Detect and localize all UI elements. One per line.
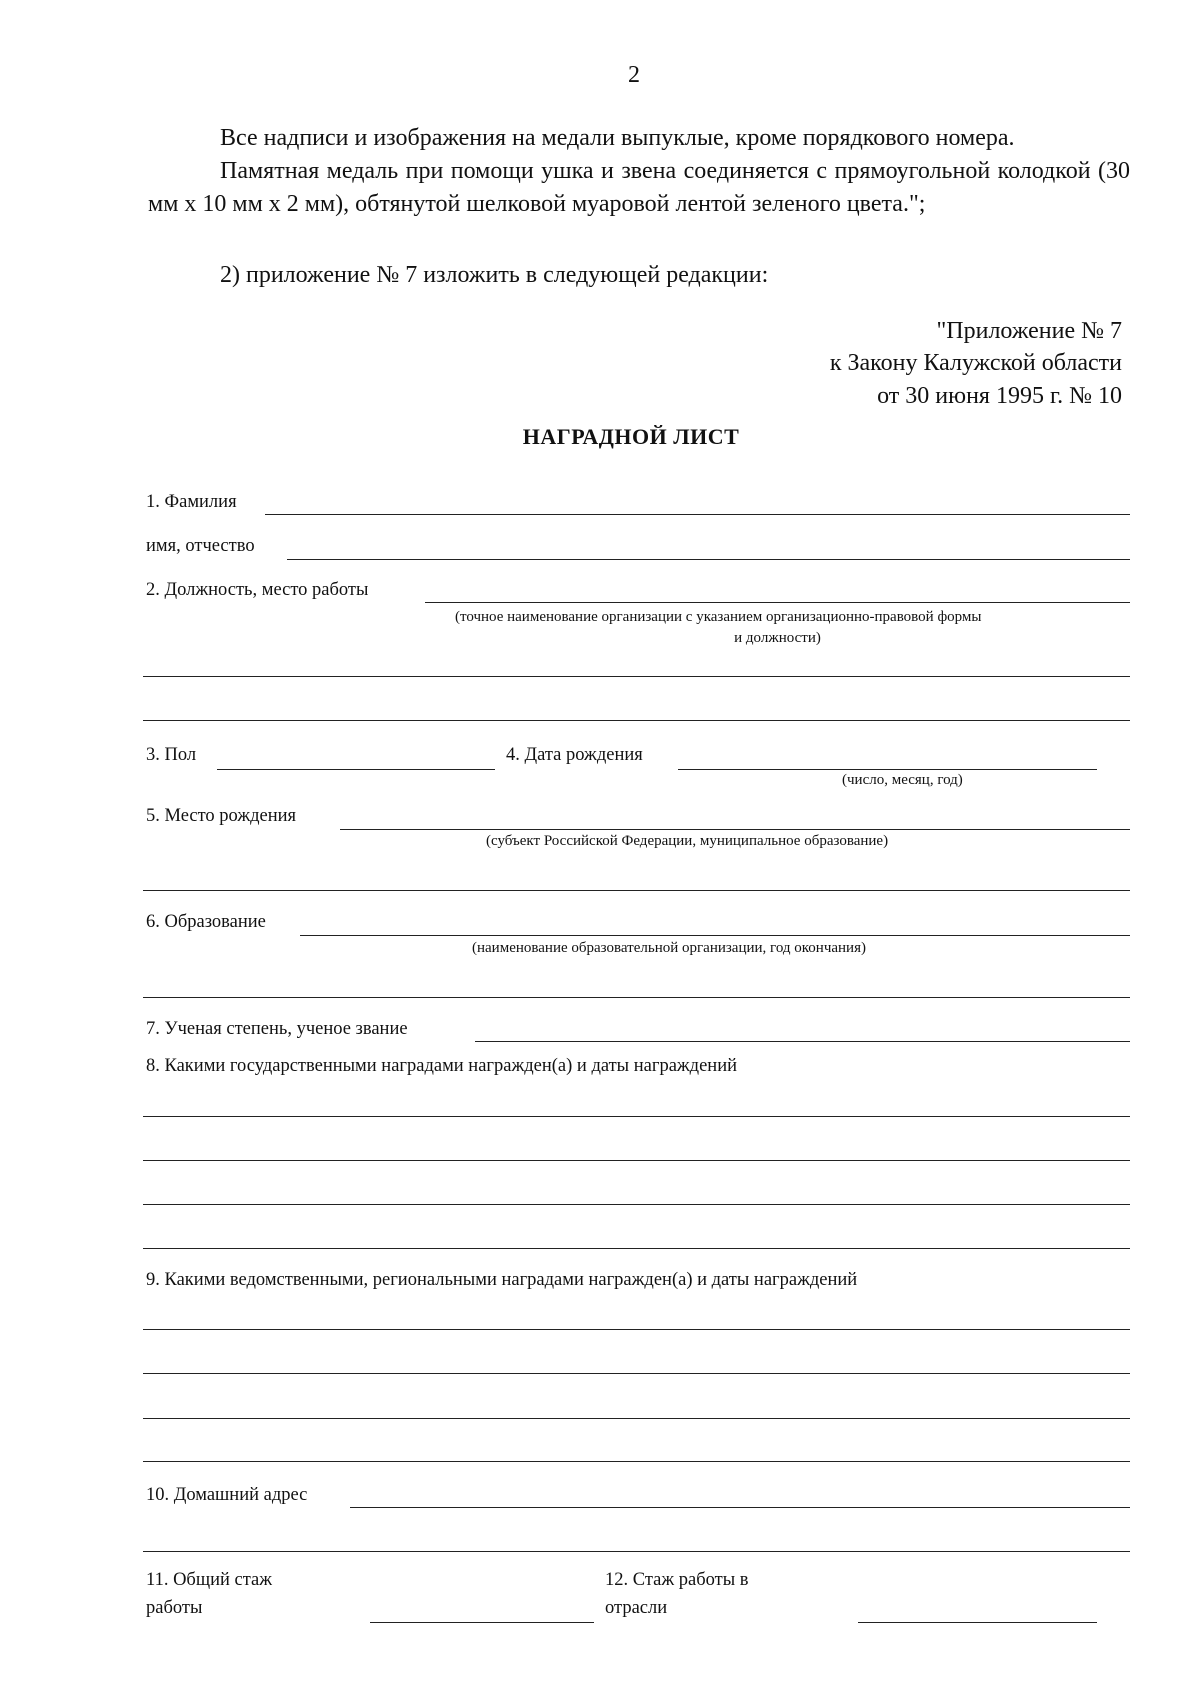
field-birthplace-label: 5. Место рождения [146,806,297,826]
field-surname-label: 1. Фамилия [146,492,237,512]
field-position-line[interactable] [425,602,1130,603]
field-sex-label: 3. Пол [146,745,197,765]
intro-paragraph-1: Все надписи и изображения на медали выпуклые, кроме порядкового номера. [220,125,1015,151]
field-total-experience-line[interactable] [370,1622,594,1623]
field-regional-awards-line-2[interactable] [143,1373,1130,1374]
intro-paragraph-3: 2) приложение № 7 изложить в следующей редакции: [220,262,769,288]
field-birthdate-hint: (число, месяц, год) [842,772,963,788]
field-industry-experience-label-1: 12. Стаж работы в [605,1570,749,1590]
field-state-awards-label: 8. Какими государственными наградами награжден(а) и даты награждений [146,1056,738,1076]
field-education-hint: (наименование образовательной организации, год окончания) [472,940,866,956]
field-position-label: 2. Должность, место работы [146,580,369,600]
field-position-hint-2: и должности) [734,630,821,646]
field-birthplace-line[interactable] [340,829,1130,830]
field-regional-awards-label: 9. Какими ведомственными, региональными наградами награжден(а) и даты награждений [146,1270,858,1290]
field-education-label: 6. Образование [146,912,266,932]
page-number: 2 [628,62,640,88]
field-name-label: имя, отчество [146,536,255,556]
field-state-awards-line-1[interactable] [143,1116,1130,1117]
appendix-ref-line-2: к Закону Калужской области [829,350,1122,376]
form-title: НАГРАДНОЙ ЛИСТ [522,424,740,449]
field-birthdate-line[interactable] [678,769,1097,770]
field-name-line[interactable] [287,559,1130,560]
field-regional-awards-line-4[interactable] [143,1461,1130,1462]
field-regional-awards-line-3[interactable] [143,1418,1130,1419]
field-total-experience-label-1: 11. Общий стаж [146,1570,273,1590]
field-birthdate-label: 4. Дата рождения [506,745,643,765]
field-industry-experience-label-2: отрасли [605,1598,668,1618]
field-position-line-3[interactable] [143,720,1130,721]
field-surname-line[interactable] [265,514,1130,515]
field-address-line-2[interactable] [143,1551,1130,1552]
field-state-awards-line-3[interactable] [143,1204,1130,1205]
field-regional-awards-line-1[interactable] [143,1329,1130,1330]
field-address-label: 10. Домашний адрес [146,1485,308,1505]
field-education-line-2[interactable] [143,997,1130,998]
field-education-line[interactable] [300,935,1130,936]
field-sex-line[interactable] [217,769,495,770]
field-total-experience-label-2: работы [146,1598,203,1618]
field-state-awards-line-4[interactable] [143,1248,1130,1249]
field-degree-line[interactable] [475,1041,1130,1042]
field-state-awards-line-2[interactable] [143,1160,1130,1161]
field-address-line[interactable] [350,1507,1130,1508]
appendix-ref-line-3: от 30 июня 1995 г. № 10 [877,383,1122,409]
field-position-hint-1: (точное наименование организации с указанием организационно-правовой формы [455,609,982,625]
field-degree-label: 7. Ученая степень, ученое звание [146,1019,408,1039]
field-birthplace-hint: (субъект Российской Федерации, муниципальное образование) [486,833,889,849]
field-position-line-2[interactable] [143,676,1130,677]
intro-paragraph-2: Памятная медаль при помощи ушка и звена соединяется с прямоугольной колодкой (30 мм х 10 мм х 2 мм), обтянутой шелковой муаровой лентой зеленого цвета."; [148,158,1130,217]
field-birthplace-line-2[interactable] [143,890,1130,891]
field-industry-experience-line[interactable] [858,1622,1097,1623]
appendix-ref-line-1: "Приложение № 7 [936,318,1122,344]
